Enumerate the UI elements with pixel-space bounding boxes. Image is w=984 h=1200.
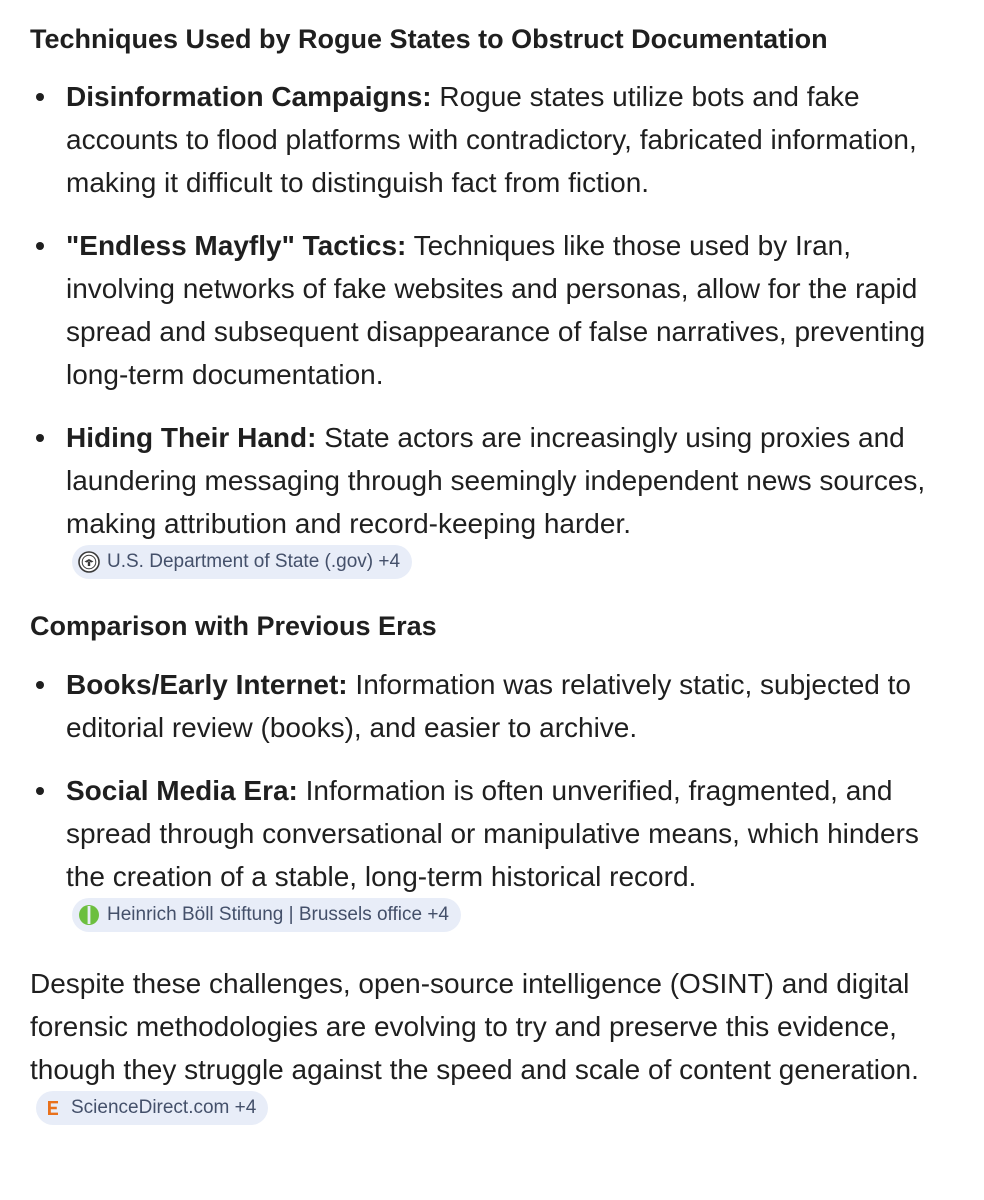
comparison-list [30,663,954,942]
citation-chip-sciencedirect[interactable] [36,1091,268,1125]
list-item-text: State actors are increasingly using proxies and laundering messaging through seemingly independent news sources, making attribution and record-keeping harder. [66,422,926,539]
list-item-term: Disinformation Campaigns: [66,81,432,112]
list-item-term: Books/Early Internet: [66,669,348,700]
citation-chip-boell[interactable] [72,898,461,932]
section-heading-comparison: Comparison with Previous Eras [30,611,437,641]
list-item [30,75,954,204]
state-department-seal-icon [78,551,100,573]
sciencedirect-logo-icon [42,1097,64,1119]
list-item [30,663,954,749]
citation-chip-label: Heinrich Böll Stiftung | Brussels office +4 [107,904,449,925]
section-heading-techniques: Techniques Used by Rogue States to Obstruct Documentation [30,24,828,54]
list-item-term: Social Media Era: [66,775,298,806]
citation-chip-label: U.S. Department of State (.gov) +4 [107,551,401,572]
list-item [30,224,954,396]
boell-foundation-logo-icon [78,904,100,926]
list-item-text: Information is often unverified, fragmented, and spread through conversational or manipulative means, which hinders the creation of a stable, long-term historical record. [66,775,919,892]
list-item-term: "Endless Mayfly" Tactics: [66,230,407,261]
citation-chip-label: ScienceDirect.com +4 [71,1097,257,1118]
citation-chip-state-department[interactable] [72,545,412,579]
list-item [30,416,954,589]
list-item-text: Rogue states utilize bots and fake accounts to flood platforms with contradictory, fabricated information, making it difficult to distinguish fact from fiction. [66,81,917,198]
closing-text: Despite these challenges, open-source intelligence (OSINT) and digital forensic methodologies are evolving to try and preserve this evidence, though they struggle against the speed and scale of content generation. [30,968,919,1085]
techniques-list [30,75,954,589]
list-item-text: Information was relatively static, subjected to editorial review (books), and easier to archive. [66,669,912,743]
list-item [30,769,954,942]
list-item-term: Hiding Their Hand: [66,422,317,453]
list-item-text: Techniques like those used by Iran, involving networks of fake websites and personas, allow for the rapid spread and subsequent disappearance of false narratives, preventing long-term documentation. [66,230,926,390]
closing-paragraph [30,962,954,1135]
